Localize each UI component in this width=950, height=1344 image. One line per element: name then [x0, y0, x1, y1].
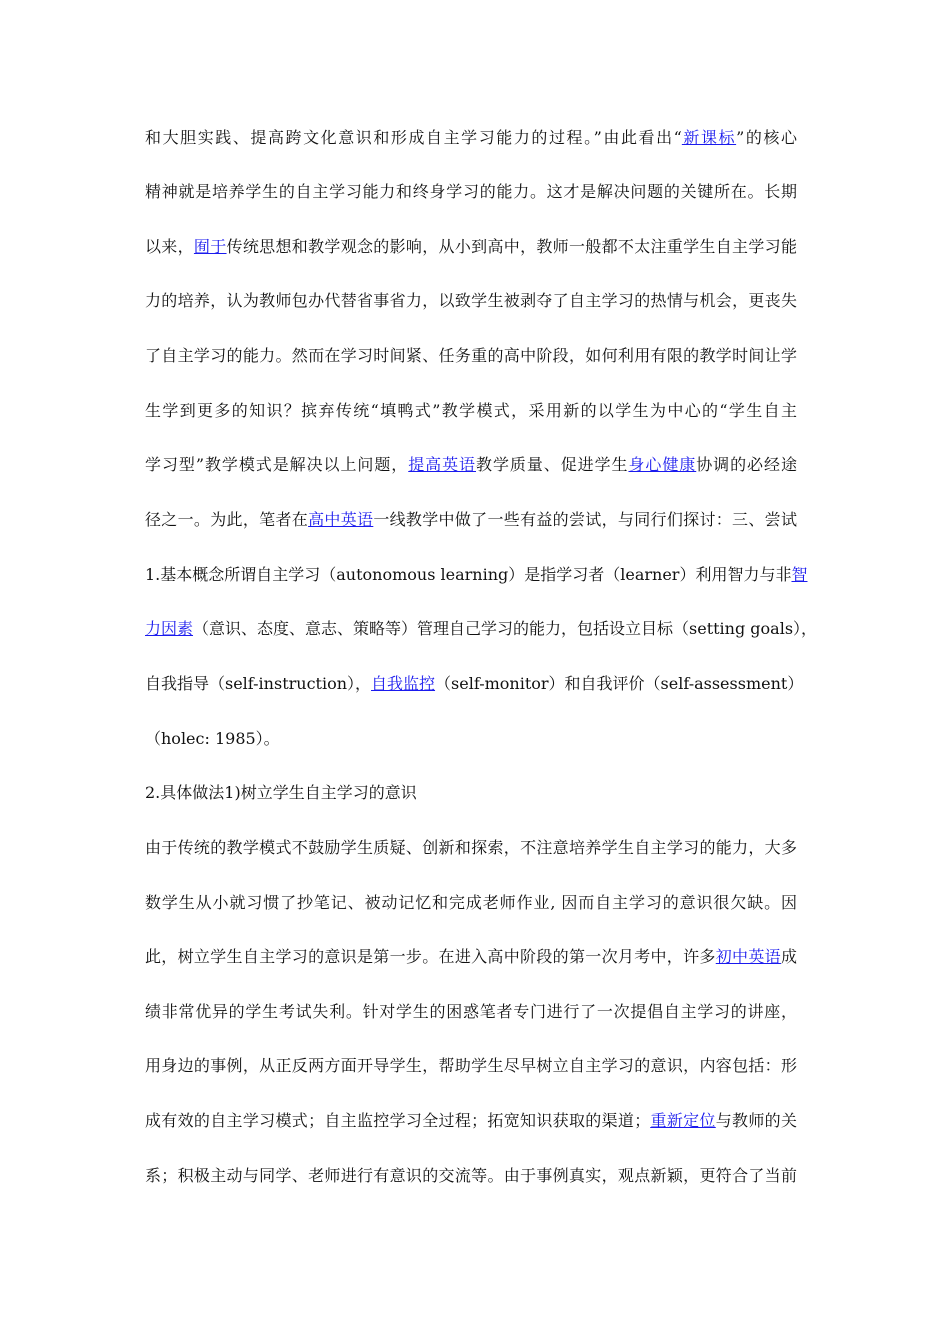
text-line-9	[145, 564, 808, 586]
text-segment: 生学到更多的知识？摈弃传统“填鸭式”教学模式，采用新的以学生为中心的“学生自主	[145, 401, 797, 420]
text-line-7	[145, 454, 797, 476]
text-line-13	[145, 782, 797, 804]
text-segment: 径之一。为此，笔者在	[145, 510, 309, 529]
text-line-11	[145, 673, 804, 695]
text-segment: 1.基本概念所谓自主学习（autonomous learning）是指学习者（learner）利用智力与非	[145, 565, 792, 584]
text-segment: 教学质量、促进学生	[476, 455, 629, 474]
text-line-3	[145, 236, 797, 258]
text-segment: 协调的必经途	[696, 455, 797, 474]
keyword-link[interactable]: 囿于	[193, 237, 227, 256]
text-line-2	[145, 181, 797, 203]
text-segment: 学习型”教学模式是解决以上问题，	[145, 455, 409, 474]
text-line-10	[145, 618, 818, 640]
text-line-12	[145, 728, 797, 750]
text-segment: 此，树立学生自主学习的意识是第一步。在进入高中阶段的第一次月考中，许多	[145, 947, 716, 966]
text-segment: 自我指导（self-instruction），	[145, 674, 372, 693]
keyword-link[interactable]: 初中英语	[715, 947, 781, 966]
text-segment: 以来，	[145, 237, 194, 256]
text-line-18	[145, 1055, 797, 1077]
keyword-link[interactable]: 自我监控	[371, 674, 436, 693]
keyword-link[interactable]: 高中英语	[308, 510, 374, 529]
text-line-19	[145, 1110, 797, 1132]
text-line-17	[145, 1001, 797, 1023]
text-segment: （意识、态度、意志、策略等）管理自己学习的能力，包括设立目标（setting goals），	[193, 619, 818, 638]
text-segment: 绩非常优异的学生考试失利。针对学生的困惑笔者专门进行了一次提倡自主学习的讲座，	[145, 1002, 797, 1021]
keyword-link[interactable]: 提高英语	[408, 455, 476, 474]
text-line-15	[145, 892, 797, 914]
text-line-6	[145, 400, 797, 422]
text-line-4	[145, 290, 797, 312]
text-segment: 用身边的事例，从正反两方面开导学生，帮助学生尽早树立自主学习的意识，内容包括：形	[145, 1056, 797, 1075]
text-line-14	[145, 837, 797, 859]
text-line-16	[145, 946, 797, 968]
keyword-link[interactable]: 新课标	[681, 128, 737, 147]
keyword-link[interactable]: 身心健康	[628, 455, 697, 474]
keyword-link[interactable]: 智	[791, 565, 808, 584]
text-segment: （self-monitor）和自我评价（self-assessment）	[435, 674, 804, 693]
text-segment: 系；积极主动与同学、老师进行有意识的交流等。由于事例真实，观点新颖，更符合了当前	[145, 1166, 797, 1185]
text-segment: 一线教学中做了一些有益的尝试，与同行们探讨：三、尝试	[373, 510, 797, 529]
text-segment: 了自主学习的能力。然而在学习时间紧、任务重的高中阶段，如何利用有限的教学时间让学	[145, 346, 797, 365]
text-segment: 成	[780, 947, 797, 966]
keyword-link[interactable]: 力因素	[145, 619, 194, 638]
text-segment: 力的培养，认为教师包办代替省事省力，以致学生被剥夺了自主学习的热情与机会，更丧失	[145, 291, 797, 310]
text-line-5	[145, 345, 797, 367]
text-segment: 和大胆实践、提高跨文化意识和形成自主学习能力的过程。”由此看出“	[145, 128, 682, 147]
text-segment: 数学生从小就习惯了抄笔记、被动记忆和完成老师作业, 因而自主学习的意识很欠缺。因	[145, 893, 797, 912]
text-line-1	[145, 127, 797, 149]
text-line-20	[145, 1165, 797, 1187]
text-segment: 成有效的自主学习模式；自主监控学习全过程；拓宽知识获取的渠道；	[145, 1111, 651, 1130]
keyword-link[interactable]: 重新定位	[650, 1111, 716, 1130]
text-segment: 与教师的关	[715, 1111, 797, 1130]
text-segment: 由于传统的教学模式不鼓励学生质疑、创新和探索，不注意培养学生自主学习的能力，大多	[145, 838, 797, 857]
text-segment: （holec: 1985）。	[145, 729, 280, 748]
text-segment: ”的核心	[736, 128, 797, 147]
text-line-8	[145, 509, 797, 531]
text-segment: 2.具体做法1)树立学生自主学习的意识	[145, 783, 417, 802]
text-segment: 精神就是培养学生的自主学习能力和终身学习的能力。这才是解决问题的关键所在。长期	[145, 182, 797, 201]
text-segment: 传统思想和教学观念的影响，从小到高中，教师一般都不太注重学生自主学习能	[226, 237, 797, 256]
